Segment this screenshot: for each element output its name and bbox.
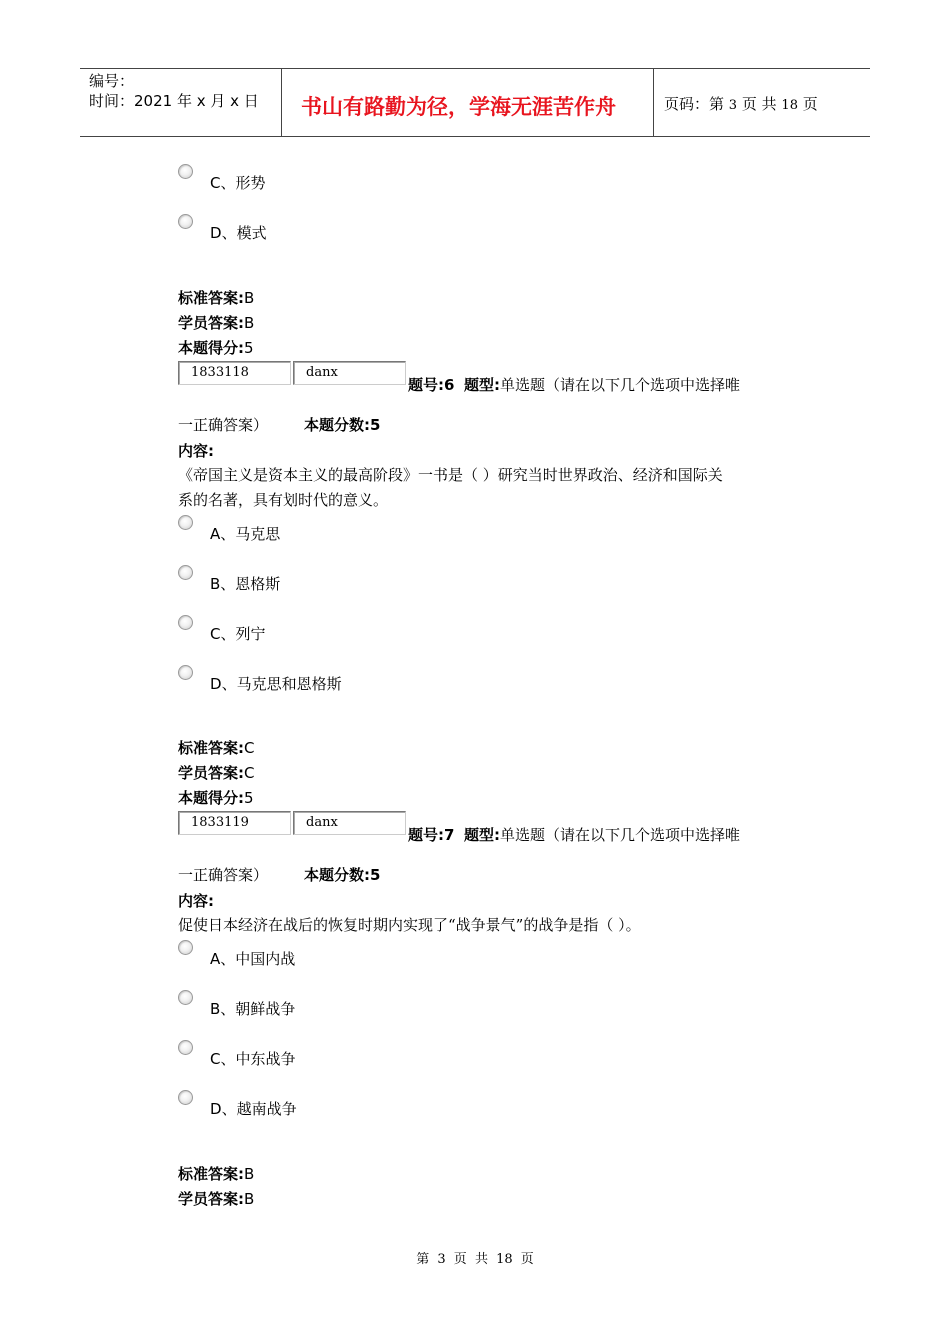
footer-di: 第 (416, 1252, 430, 1267)
q6-heading-cont: 一正确答案） (178, 416, 269, 434)
header-motto-cell (281, 69, 654, 136)
option-text: D、马克思和恩格斯 (210, 675, 342, 693)
option-text: B、朝鲜战争 (210, 1000, 296, 1018)
document-number-label: 编号： (89, 72, 135, 90)
option-text: C、形势 (210, 174, 266, 192)
q7-content-label: 内容: (178, 892, 214, 910)
q6-score: 本题得分:5 (178, 789, 254, 807)
page-mid-label: 页 共 (741, 95, 777, 113)
option-text: B、恩格斯 (210, 575, 281, 593)
q7-student-answer: 学员答案:B (178, 1190, 255, 1208)
page-total: 18 (781, 98, 798, 113)
option-text: A、马克思 (210, 525, 281, 543)
header-left-cell (80, 69, 282, 136)
footer-gong: 共 (474, 1252, 488, 1267)
header-page-info (664, 93, 818, 114)
q7-id-field[interactable]: 1833119 (178, 811, 291, 835)
radio-button-icon[interactable] (178, 665, 193, 680)
q6-type-field[interactable]: danx (293, 361, 406, 385)
footer-ye2: 页 (520, 1252, 534, 1267)
q7-standard-answer: 标准答案:B (178, 1165, 255, 1183)
radio-button-icon[interactable] (178, 164, 193, 179)
q6-id-field[interactable]: 1833118 (178, 361, 291, 385)
q6-student-answer: 学员答案:C (178, 764, 255, 782)
q7-heading-cont: 一正确答案） (178, 866, 269, 884)
q6-content-label: 内容: (178, 442, 214, 460)
page-header (80, 68, 870, 137)
option-text: D、越南战争 (210, 1100, 297, 1118)
page-label: 页码：第 (664, 95, 725, 113)
radio-button-icon[interactable] (178, 615, 193, 630)
q7-points: 本题分数:5 (304, 866, 381, 884)
option-text: C、中东战争 (210, 1050, 296, 1068)
page-end-label: 页 (802, 95, 818, 113)
q5-score: 本题得分:5 (178, 339, 254, 357)
q6-content-line2: 系的名著，具有划时代的意义。 (178, 491, 389, 509)
option-text: C、列宁 (210, 625, 266, 643)
radio-button-icon[interactable] (178, 515, 193, 530)
q6-heading: 题号:6 题型:单选题（请在以下几个选项中选择唯 (408, 376, 740, 394)
q5-student-answer: 学员答案:B (178, 314, 255, 332)
q5-standard-answer: 标准答案:B (178, 289, 255, 307)
option-text: A、中国内战 (210, 950, 296, 968)
page-footer (0, 1248, 950, 1267)
option-text: D、模式 (210, 224, 267, 242)
q6-points: 本题分数:5 (304, 416, 381, 434)
q7-content-line1: 促使日本经济在战后的恢复时期内实现了“战争景气”的战争是指（ ）。 (178, 916, 641, 934)
radio-button-icon[interactable] (178, 1090, 193, 1105)
radio-button-icon[interactable] (178, 1040, 193, 1055)
header-motto: 书山有路勤为径，学海无涯苦作舟 (301, 95, 616, 119)
q7-type-field[interactable]: danx (293, 811, 406, 835)
radio-button-icon[interactable] (178, 565, 193, 580)
q7-heading: 题号:7 题型:单选题（请在以下几个选项中选择唯 (408, 826, 740, 844)
radio-button-icon[interactable] (178, 214, 193, 229)
footer-current-page: 3 (437, 1252, 446, 1267)
document-time-label: 时间：2021 年 x 月 x 日 (89, 92, 259, 110)
radio-button-icon[interactable] (178, 990, 193, 1005)
radio-button-icon[interactable] (178, 940, 193, 955)
page-current: 3 (728, 98, 738, 113)
footer-ye: 页 (453, 1252, 467, 1267)
footer-total-pages: 18 (496, 1252, 513, 1267)
q6-content-line1: 《帝国主义是资本主义的最高阶段》一书是（ ）研究当时世界政治、经济和国际关 (178, 466, 723, 484)
q6-standard-answer: 标准答案:C (178, 739, 255, 757)
